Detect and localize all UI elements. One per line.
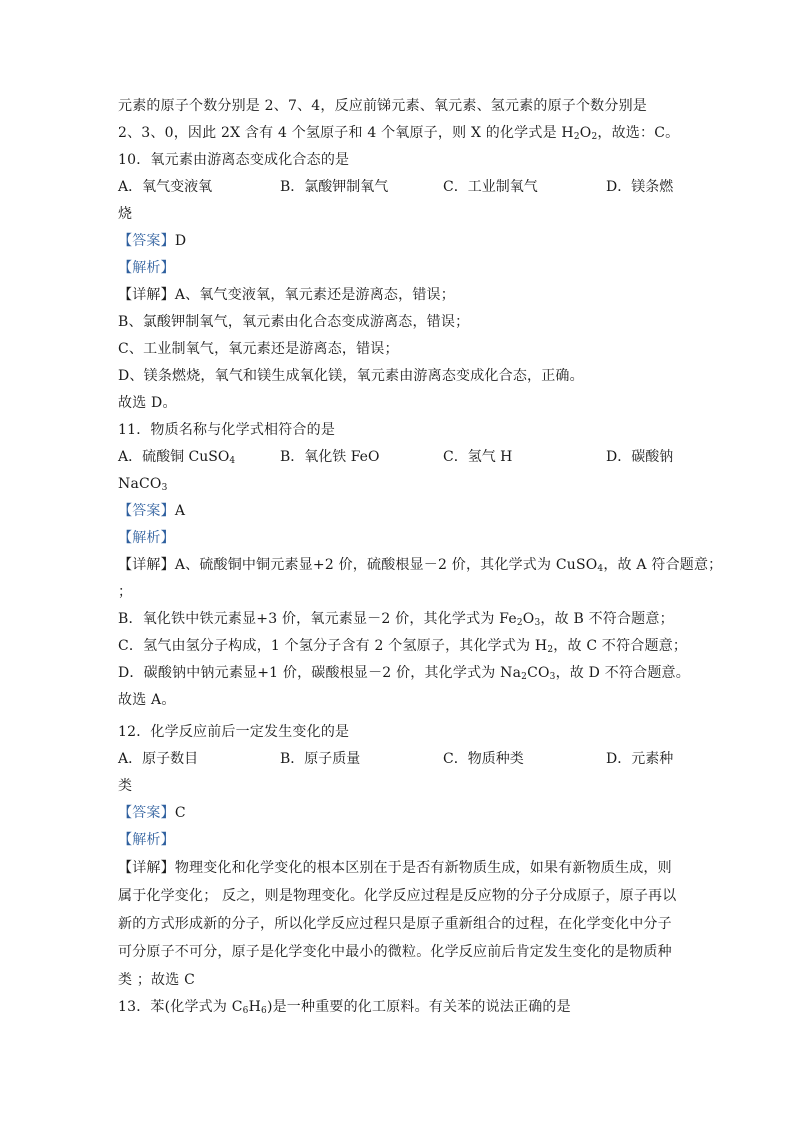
answer-tag: 【答案】 bbox=[118, 805, 175, 821]
q12-option-a: A．原子数目 bbox=[118, 751, 199, 767]
q10-conclusion: 故选 D。 bbox=[118, 395, 177, 411]
q11-option-a: A．硫酸铜 CuSO$_4$ bbox=[118, 449, 236, 466]
q12-detail-3: 新的方式形成新的分子，所以化学反应过程只是原子重新组合的过程，在化学变化中分子 bbox=[118, 916, 672, 932]
detail-tag: 【详解】 bbox=[118, 860, 175, 876]
q10-detail-4: D、镁条燃烧，氧气和镁生成氧化镁，氧元素由游离态变成化合态，正确。 bbox=[118, 368, 584, 384]
q10-option-c: C．工业制氧气 bbox=[443, 179, 538, 195]
q11-detail-2: B．氧化铁中铁元素显+3 价，氧元素显－2 价，其化学式为 $Fe_2O_3$，故 B 不符合题意； bbox=[118, 611, 674, 628]
q11-answer: 【答案】A bbox=[118, 503, 186, 519]
detail-tag: 【详解】 bbox=[118, 557, 175, 573]
q10-detail-2: B、氯酸钾制氧气，氧元素由化合态变成游离态，错误； bbox=[118, 314, 470, 330]
analysis-tag: 【解析】 bbox=[118, 260, 175, 276]
q11-option-b: B．氧化铁 FeO bbox=[280, 449, 380, 465]
q11-analysis bbox=[118, 528, 175, 548]
analysis-tag: 【解析】 bbox=[118, 832, 175, 848]
intro-line-2: 2、3、0，因此 2X 含有 4 个氢原子和 4 个氧原子，则 X 的化学式是 $H_2O_2$，故选：C。 bbox=[118, 125, 680, 142]
q10-option-a: A．氧气变液氧 bbox=[118, 179, 213, 195]
q11-option-d-wrap: NaCO$_3$ bbox=[118, 476, 168, 493]
q10-detail-3: C、工业制氧气，氧元素还是游离态，错误； bbox=[118, 341, 399, 357]
detail-tag: 【详解】 bbox=[118, 287, 175, 303]
q11-option-d: D．碳酸钠 bbox=[606, 449, 674, 465]
q12-detail-4: 可分原子不可分，原子是化学变化中最小的微粒。化学反应前后肯定发生变化的是物质种 bbox=[118, 944, 672, 960]
q11-detail-1-wrap: ； bbox=[118, 584, 133, 600]
q10-answer: 【答案】D bbox=[118, 233, 187, 249]
q10-option-d-wrap: 烧 bbox=[118, 206, 133, 222]
q10-detail-1: 【详解】A、氧气变液氧，氧元素还是游离态，错误； bbox=[118, 287, 455, 303]
q13-stem: 13．苯(化学式为 $C_6H_6$)是一种重要的化工原料。有关苯的说法正确的是 bbox=[118, 999, 571, 1016]
q10-option-d: D．镁条燃 bbox=[606, 179, 674, 195]
q12-stem: 12．化学反应前后一定发生变化的是 bbox=[118, 724, 350, 740]
answer-tag: 【答案】 bbox=[118, 233, 175, 249]
q12-option-d-wrap: 类 bbox=[118, 778, 133, 794]
q12-detail-2: 属于化学变化； 反之，则是物理变化。化学反应过程是反应物的分子分成原子，原子再以 bbox=[118, 888, 677, 904]
q10-option-b: B．氯酸钾制氧气 bbox=[280, 179, 389, 195]
analysis-tag: 【解析】 bbox=[118, 530, 175, 546]
intro-line-1: 元素的原子个数分别是 2、7、4，反应前锑元素、氧元素、氢元素的原子个数分别是 bbox=[118, 98, 647, 114]
q11-option-c: C．氢气 H bbox=[443, 449, 513, 465]
q12-option-c: C．物质种类 bbox=[443, 751, 524, 767]
q11-detail-3: C．氢气由氢分子构成，1 个氢分子含有 2 个氢原子，其化学式为 $H_2$，故 C 不符合题意； bbox=[118, 638, 688, 655]
q12-analysis bbox=[118, 830, 175, 850]
q12-option-b: B．原子质量 bbox=[280, 751, 361, 767]
q10-analysis bbox=[118, 258, 175, 278]
q12-answer: 【答案】C bbox=[118, 805, 186, 821]
q11-detail-1: 【详解】A、硫酸铜中铜元素显+2 价，硫酸根显－2 价，其化学式为 CuSO$_4$，故 A 符合题意； bbox=[118, 557, 723, 574]
q11-stem: 11．物质名称与化学式相符合的是 bbox=[118, 422, 336, 438]
q12-detail-5: 类 ；故选 C bbox=[118, 972, 196, 988]
q11-detail-4: D．碳酸钠中钠元素显+1 价，碳酸根显－2 价，其化学式为 $Na_2CO_3$，故 D 不符合题意。 bbox=[118, 665, 690, 682]
answer-tag: 【答案】 bbox=[118, 503, 175, 519]
q12-detail-1: 【详解】物理变化和化学变化的根本区别在于是否有新物质生成，如果有新物质生成，则 bbox=[118, 860, 672, 876]
q11-conclusion: 故选 A。 bbox=[118, 692, 176, 708]
q12-option-d: D．元素种 bbox=[606, 751, 674, 767]
q10-stem: 10．氧元素由游离态变成化合态的是 bbox=[118, 152, 350, 168]
